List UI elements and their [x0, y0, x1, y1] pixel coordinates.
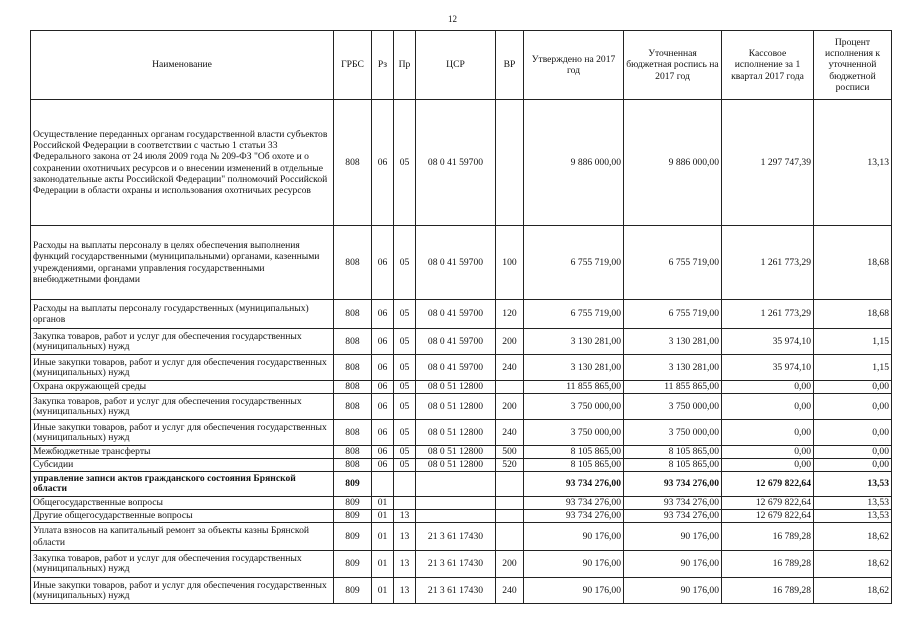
table-row: [31, 300, 892, 329]
row-csr: [416, 510, 496, 523]
row-pr: 05: [394, 329, 416, 355]
row-name: Уплата взносов на капитальный ремонт за объекты казны Брянской области: [31, 523, 334, 551]
row-refined: 3 750 000,00: [624, 394, 722, 420]
col-header-vr: ВР: [496, 31, 524, 100]
row-pr: 05: [394, 446, 416, 459]
col-header-refined: Уточненная бюджетная роспись на 2017 год: [624, 31, 722, 100]
table-row: [31, 551, 892, 578]
row-approved: 6 755 719,00: [524, 226, 624, 300]
table-row: [31, 100, 892, 226]
row-refined: 93 734 276,00: [624, 510, 722, 523]
table-row: [31, 329, 892, 355]
table-row: [31, 446, 892, 459]
row-pr: 05: [394, 100, 416, 226]
table-row: [31, 394, 892, 420]
row-rz: 06: [372, 226, 394, 300]
table-row: [31, 497, 892, 510]
col-header-cash: Кассовое исполнение за 1 квартал 2017 года: [722, 31, 814, 100]
row-csr: 08 0 51 12800: [416, 459, 496, 472]
row-percent: 1,15: [814, 329, 892, 355]
row-rz: 06: [372, 459, 394, 472]
row-name: Расходы на выплаты персоналу государственных (муниципальных) органов: [31, 300, 334, 329]
row-rz: 06: [372, 355, 394, 381]
row-cash: 35 974,10: [722, 329, 814, 355]
row-percent: 0,00: [814, 446, 892, 459]
row-grbs: 809: [334, 510, 372, 523]
row-approved: 3 750 000,00: [524, 394, 624, 420]
row-name: Иные закупки товаров, работ и услуг для обеспечения государственных (муниципальных) нужд: [31, 578, 334, 604]
row-percent: 0,00: [814, 459, 892, 472]
row-csr: 08 0 41 59700: [416, 355, 496, 381]
row-approved: 8 105 865,00: [524, 446, 624, 459]
row-approved: 93 734 276,00: [524, 472, 624, 497]
row-pr: 05: [394, 420, 416, 446]
row-approved: 93 734 276,00: [524, 510, 624, 523]
row-rz: 06: [372, 446, 394, 459]
row-vr: 520: [496, 459, 524, 472]
row-pr: 05: [394, 394, 416, 420]
row-pr: [394, 497, 416, 510]
row-name: Закупка товаров, работ и услуг для обеспечения государственных (муниципальных) нужд: [31, 551, 334, 578]
row-pr: [394, 472, 416, 497]
row-grbs: 808: [334, 420, 372, 446]
row-approved: 3 130 281,00: [524, 355, 624, 381]
col-header-csr: ЦСР: [416, 31, 496, 100]
row-grbs: 808: [334, 394, 372, 420]
row-vr: [496, 510, 524, 523]
row-vr: 200: [496, 394, 524, 420]
row-csr: 08 0 51 12800: [416, 446, 496, 459]
row-vr: [496, 381, 524, 394]
row-percent: 18,62: [814, 578, 892, 604]
row-cash: 1 261 773,29: [722, 300, 814, 329]
row-refined: 90 176,00: [624, 523, 722, 551]
row-cash: 16 789,28: [722, 523, 814, 551]
row-name: Субсидии: [31, 459, 334, 472]
row-name: Охрана окружающей среды: [31, 381, 334, 394]
row-approved: 3 750 000,00: [524, 420, 624, 446]
row-name: Закупка товаров, работ и услуг для обеспечения государственных (муниципальных) нужд: [31, 329, 334, 355]
budget-table: [30, 30, 892, 604]
table-row: [31, 510, 892, 523]
row-vr: 120: [496, 300, 524, 329]
row-approved: 90 176,00: [524, 551, 624, 578]
row-approved: 90 176,00: [524, 523, 624, 551]
row-vr: [496, 497, 524, 510]
row-percent: 13,53: [814, 472, 892, 497]
row-vr: 200: [496, 329, 524, 355]
row-pr: 05: [394, 355, 416, 381]
row-csr: 08 0 51 12800: [416, 394, 496, 420]
page-number: 12: [448, 14, 457, 24]
row-refined: 9 886 000,00: [624, 100, 722, 226]
row-grbs: 809: [334, 551, 372, 578]
row-pr: 13: [394, 510, 416, 523]
row-csr: 08 0 51 12800: [416, 420, 496, 446]
row-vr: [496, 523, 524, 551]
row-cash: 0,00: [722, 420, 814, 446]
row-grbs: 808: [334, 459, 372, 472]
col-header-percent: Процент исполнения к уточненной бюджетной росписи: [814, 31, 892, 100]
row-rz: 06: [372, 300, 394, 329]
row-vr: [496, 472, 524, 497]
row-grbs: 809: [334, 472, 372, 497]
col-header-approved: Утверждено на 2017 год: [524, 31, 624, 100]
row-csr: 08 0 51 12800: [416, 381, 496, 394]
row-rz: 01: [372, 497, 394, 510]
row-approved: 9 886 000,00: [524, 100, 624, 226]
row-cash: 0,00: [722, 394, 814, 420]
row-refined: 3 130 281,00: [624, 355, 722, 381]
row-cash: 0,00: [722, 459, 814, 472]
row-refined: 93 734 276,00: [624, 497, 722, 510]
row-approved: 3 130 281,00: [524, 329, 624, 355]
row-grbs: 808: [334, 381, 372, 394]
row-csr: 08 0 41 59700: [416, 300, 496, 329]
table-row: [31, 381, 892, 394]
row-cash: 1 297 747,39: [722, 100, 814, 226]
row-vr: 240: [496, 578, 524, 604]
row-name: Межбюджетные трансферты: [31, 446, 334, 459]
row-grbs: 808: [334, 300, 372, 329]
row-vr: 500: [496, 446, 524, 459]
row-refined: 11 855 865,00: [624, 381, 722, 394]
col-header-pr: Пр: [394, 31, 416, 100]
row-rz: 06: [372, 329, 394, 355]
row-refined: 8 105 865,00: [624, 446, 722, 459]
row-grbs: 808: [334, 100, 372, 226]
row-refined: 90 176,00: [624, 578, 722, 604]
col-header-grbs: ГРБС: [334, 31, 372, 100]
row-grbs: 809: [334, 578, 372, 604]
row-csr: [416, 497, 496, 510]
row-csr: 08 0 41 59700: [416, 100, 496, 226]
table-header-row: [31, 31, 892, 100]
row-grbs: 808: [334, 226, 372, 300]
row-name: Иные закупки товаров, работ и услуг для обеспечения государственных (муниципальных) нужд: [31, 420, 334, 446]
row-percent: 0,00: [814, 394, 892, 420]
row-vr: 240: [496, 355, 524, 381]
row-approved: 93 734 276,00: [524, 497, 624, 510]
row-percent: 1,15: [814, 355, 892, 381]
row-grbs: 808: [334, 329, 372, 355]
row-approved: 11 855 865,00: [524, 381, 624, 394]
row-approved: 8 105 865,00: [524, 459, 624, 472]
row-vr: 240: [496, 420, 524, 446]
row-pr: 13: [394, 523, 416, 551]
row-percent: 13,53: [814, 497, 892, 510]
row-name: Иные закупки товаров, работ и услуг для обеспечения государственных (муниципальных) нужд: [31, 355, 334, 381]
row-cash: 12 679 822,64: [722, 510, 814, 523]
row-refined: 8 105 865,00: [624, 459, 722, 472]
row-cash: 12 679 822,64: [722, 472, 814, 497]
row-percent: 0,00: [814, 381, 892, 394]
table-row: [31, 420, 892, 446]
row-grbs: 808: [334, 446, 372, 459]
row-csr: 21 3 61 17430: [416, 578, 496, 604]
row-vr: [496, 100, 524, 226]
row-refined: 93 734 276,00: [624, 472, 722, 497]
row-rz: 06: [372, 100, 394, 226]
row-cash: 35 974,10: [722, 355, 814, 381]
table-row: [31, 459, 892, 472]
row-vr: 100: [496, 226, 524, 300]
table-row: [31, 226, 892, 300]
row-csr: 21 3 61 17430: [416, 551, 496, 578]
row-pr: 05: [394, 300, 416, 329]
row-cash: 1 261 773,29: [722, 226, 814, 300]
col-header-rz: Рз: [372, 31, 394, 100]
row-pr: 05: [394, 381, 416, 394]
row-csr: 08 0 41 59700: [416, 226, 496, 300]
row-csr: 08 0 41 59700: [416, 329, 496, 355]
row-rz: 06: [372, 420, 394, 446]
row-name: Осуществление переданных органам государственной власти субъектов Российской Федерации в соответствии с частью 1 статьи 33 Федерального закона от 24 июля 2009 года № 209-ФЗ "Об охоте и о сохранении охотничьих ресурсов и о внесении изменений в отдельные законодательные акты Российской Федерации" полномочий Российской Федерации в области охраны и использования охотничьих ресурсов: [31, 100, 334, 226]
row-name: Закупка товаров, работ и услуг для обеспечения государственных (муниципальных) нужд: [31, 394, 334, 420]
row-rz: 01: [372, 523, 394, 551]
row-csr: [416, 472, 496, 497]
row-percent: 13,13: [814, 100, 892, 226]
row-grbs: 809: [334, 523, 372, 551]
row-name: управление записи актов гражданского состояния Брянской области: [31, 472, 334, 497]
row-grbs: 808: [334, 355, 372, 381]
row-refined: 6 755 719,00: [624, 300, 722, 329]
row-cash: 16 789,28: [722, 551, 814, 578]
table-row: [31, 523, 892, 551]
row-pr: 13: [394, 578, 416, 604]
row-refined: 6 755 719,00: [624, 226, 722, 300]
row-cash: 12 679 822,64: [722, 497, 814, 510]
col-header-name: Наименование: [31, 31, 334, 100]
row-csr: 21 3 61 17430: [416, 523, 496, 551]
row-percent: 13,53: [814, 510, 892, 523]
row-pr: 05: [394, 226, 416, 300]
row-percent: 18,68: [814, 300, 892, 329]
row-approved: 90 176,00: [524, 578, 624, 604]
row-percent: 18,62: [814, 551, 892, 578]
row-name: Общегосударственные вопросы: [31, 497, 334, 510]
table-row: [31, 355, 892, 381]
row-refined: 3 130 281,00: [624, 329, 722, 355]
table-row: [31, 472, 892, 497]
row-vr: 200: [496, 551, 524, 578]
row-percent: 18,62: [814, 523, 892, 551]
row-cash: 0,00: [722, 446, 814, 459]
row-percent: 18,68: [814, 226, 892, 300]
row-cash: 0,00: [722, 381, 814, 394]
row-approved: 6 755 719,00: [524, 300, 624, 329]
row-cash: 16 789,28: [722, 578, 814, 604]
row-rz: 01: [372, 578, 394, 604]
row-rz: [372, 472, 394, 497]
row-refined: 3 750 000,00: [624, 420, 722, 446]
table-row: [31, 578, 892, 604]
row-rz: 01: [372, 510, 394, 523]
row-pr: 05: [394, 459, 416, 472]
row-name: Другие общегосударственные вопросы: [31, 510, 334, 523]
row-name: Расходы на выплаты персоналу в целях обеспечения выполнения функций государственными (муниципальными) органами, казенными учреждениями, органами управления государственными внебюджетными фондами: [31, 226, 334, 300]
row-percent: 0,00: [814, 420, 892, 446]
row-refined: 90 176,00: [624, 551, 722, 578]
row-pr: 13: [394, 551, 416, 578]
row-rz: 06: [372, 381, 394, 394]
row-rz: 01: [372, 551, 394, 578]
row-grbs: 809: [334, 497, 372, 510]
row-rz: 06: [372, 394, 394, 420]
